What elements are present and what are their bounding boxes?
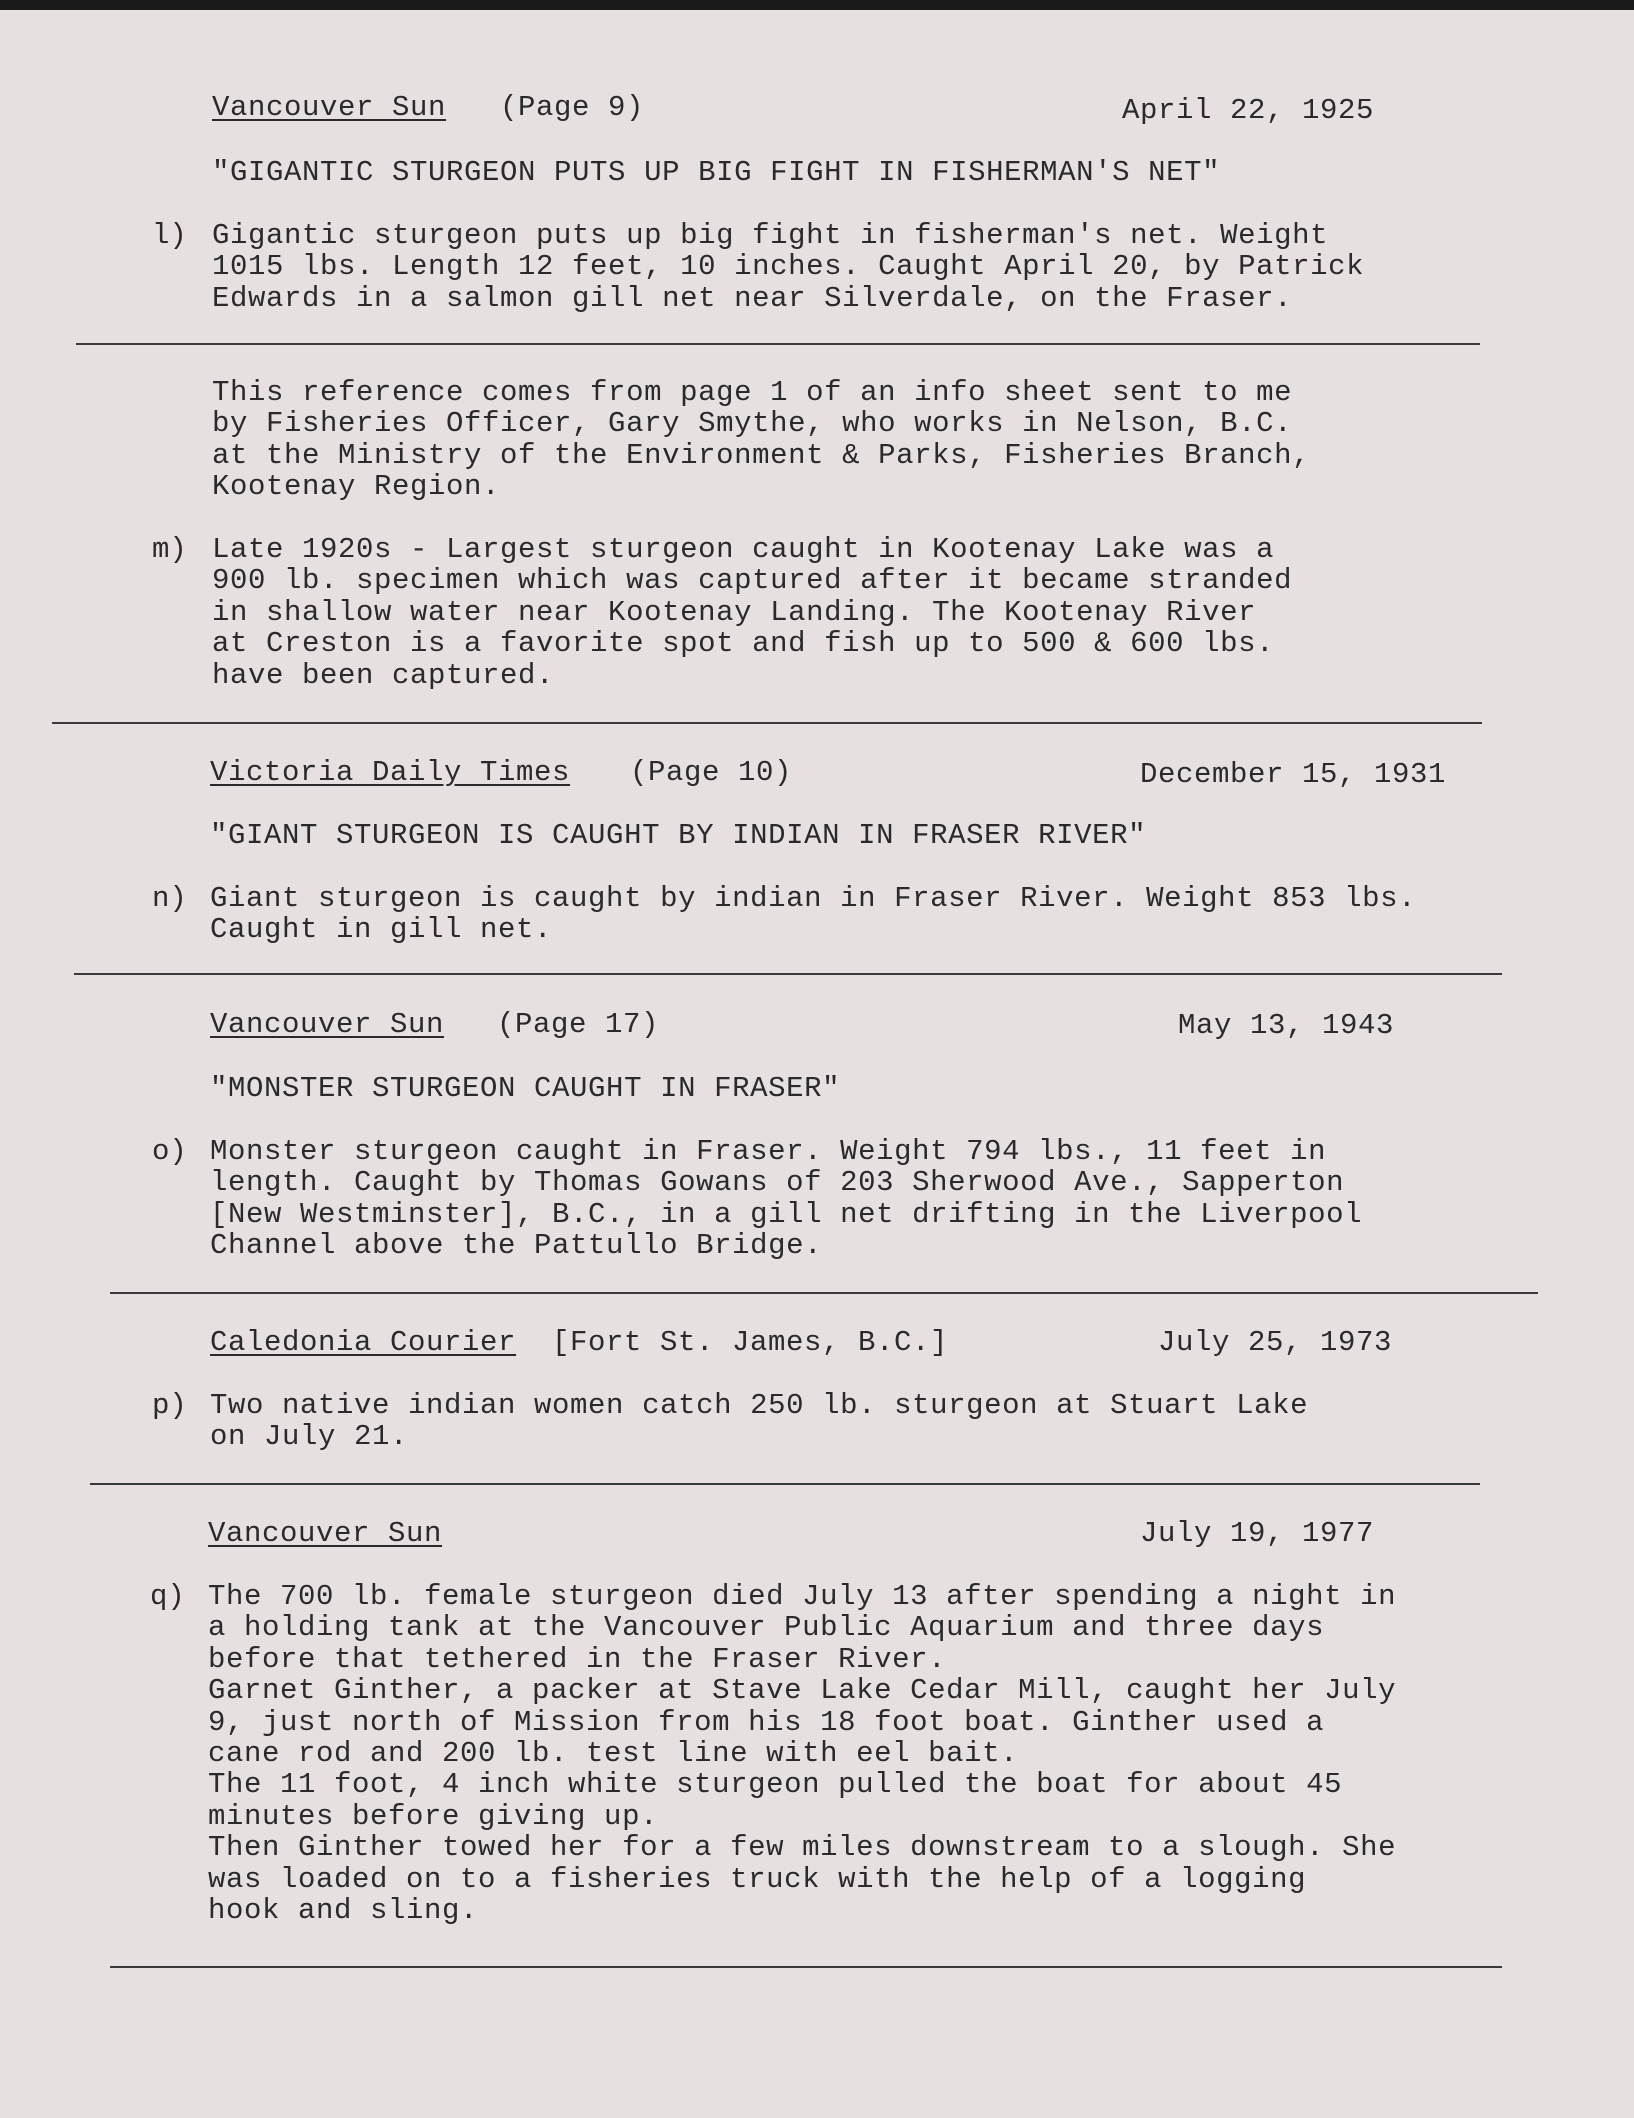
source-name: Vancouver Sun <box>210 1008 445 1041</box>
section-divider <box>74 973 1502 975</box>
section-divider <box>52 722 1482 724</box>
item-marker: l) <box>152 219 187 252</box>
article-date: April 22, 1925 <box>1122 94 1375 127</box>
page-ref: (Page 10) <box>630 756 793 789</box>
intro-text: This reference comes from page 1 of an info sheet sent to me by Fisheries Officer, Gary Smythe, who works in Nelson, B.C. at the Ministry of the Environment & Parks, Fisheries Branch, Kootenay Region. <box>212 376 1311 504</box>
headline: "MONSTER STURGEON CAUGHT IN FRASER" <box>210 1072 841 1105</box>
place-note: [Fort St. James, B.C.] <box>552 1326 949 1359</box>
source-name: Victoria Daily Times <box>210 756 571 789</box>
headline: "GIANT STURGEON IS CAUGHT BY INDIAN IN FRASER RIVER" <box>210 819 1147 852</box>
item-text: Gigantic sturgeon puts up big fight in fisherman's net. Weight 1015 lbs. Length 12 feet, 10 inches. Caught April 20, by Patrick Edwards in a salmon gill net near Silverdale, on the Fraser. <box>212 219 1365 315</box>
item-text: Monster sturgeon caught in Fraser. Weight 794 lbs., 11 feet in length. Caught by Thomas Gowans of 203 Sherwood Ave., Sapperton [New Westminster], B.C., in a gill net drifting in the Liverpool Channel above the Pattullo Bridge. <box>210 1135 1363 1263</box>
document-page <box>0 10 1634 2118</box>
source-name: Vancouver Sun <box>212 91 447 124</box>
item-text: The 700 lb. female sturgeon died July 13 after spending a night in a holding tank at the Vancouver Public Aquarium and three days before that tethered in the Fraser River. Garnet Ginther, a packer at Stave Lake Cedar Mill, caught her July 9, just north of Mission from his 18 foot boat. Ginther used a cane rod and 200 lb. test line with eel bait. The 11 foot, 4 inch white sturgeon pulled the boat for about 45 minutes before giving up. Then Ginther towed her for a few miles downstream to a slough. She was loaded on to a fisheries truck with the help of a logging hook and sling. <box>208 1580 1397 1928</box>
page-ref: (Page 17) <box>497 1008 660 1041</box>
item-text: Giant sturgeon is caught by indian in Fraser River. Weight 853 lbs. Caught in gill net. <box>210 882 1417 947</box>
item-marker: m) <box>152 533 187 566</box>
article-date: May 13, 1943 <box>1178 1009 1395 1042</box>
item-marker: o) <box>152 1135 187 1168</box>
item-text: Late 1920s - Largest sturgeon caught in Kootenay Lake was a 900 lb. specimen which was captured after it became stranded in shallow water near Kootenay Landing. The Kootenay River at Creston is a favorite spot and fish up to 500 & 600 lbs. have been captured. <box>212 533 1293 692</box>
headline: "GIGANTIC STURGEON PUTS UP BIG FIGHT IN FISHERMAN'S NET" <box>212 156 1221 189</box>
section-divider <box>76 343 1480 345</box>
section-divider <box>110 1966 1502 1968</box>
article-date: July 25, 1973 <box>1158 1326 1393 1359</box>
source-name: Caledonia Courier <box>210 1326 517 1359</box>
item-marker: n) <box>152 882 187 915</box>
section-divider <box>90 1483 1480 1485</box>
article-date: July 19, 1977 <box>1140 1517 1375 1550</box>
page-ref: (Page 9) <box>500 91 645 124</box>
source-name: Vancouver Sun <box>208 1517 443 1550</box>
item-text: Two native indian women catch 250 lb. sturgeon at Stuart Lake on July 21. <box>210 1389 1309 1454</box>
item-marker: p) <box>152 1389 187 1422</box>
section-divider <box>110 1292 1538 1294</box>
article-date: December 15, 1931 <box>1140 758 1447 791</box>
item-marker: q) <box>150 1580 185 1613</box>
